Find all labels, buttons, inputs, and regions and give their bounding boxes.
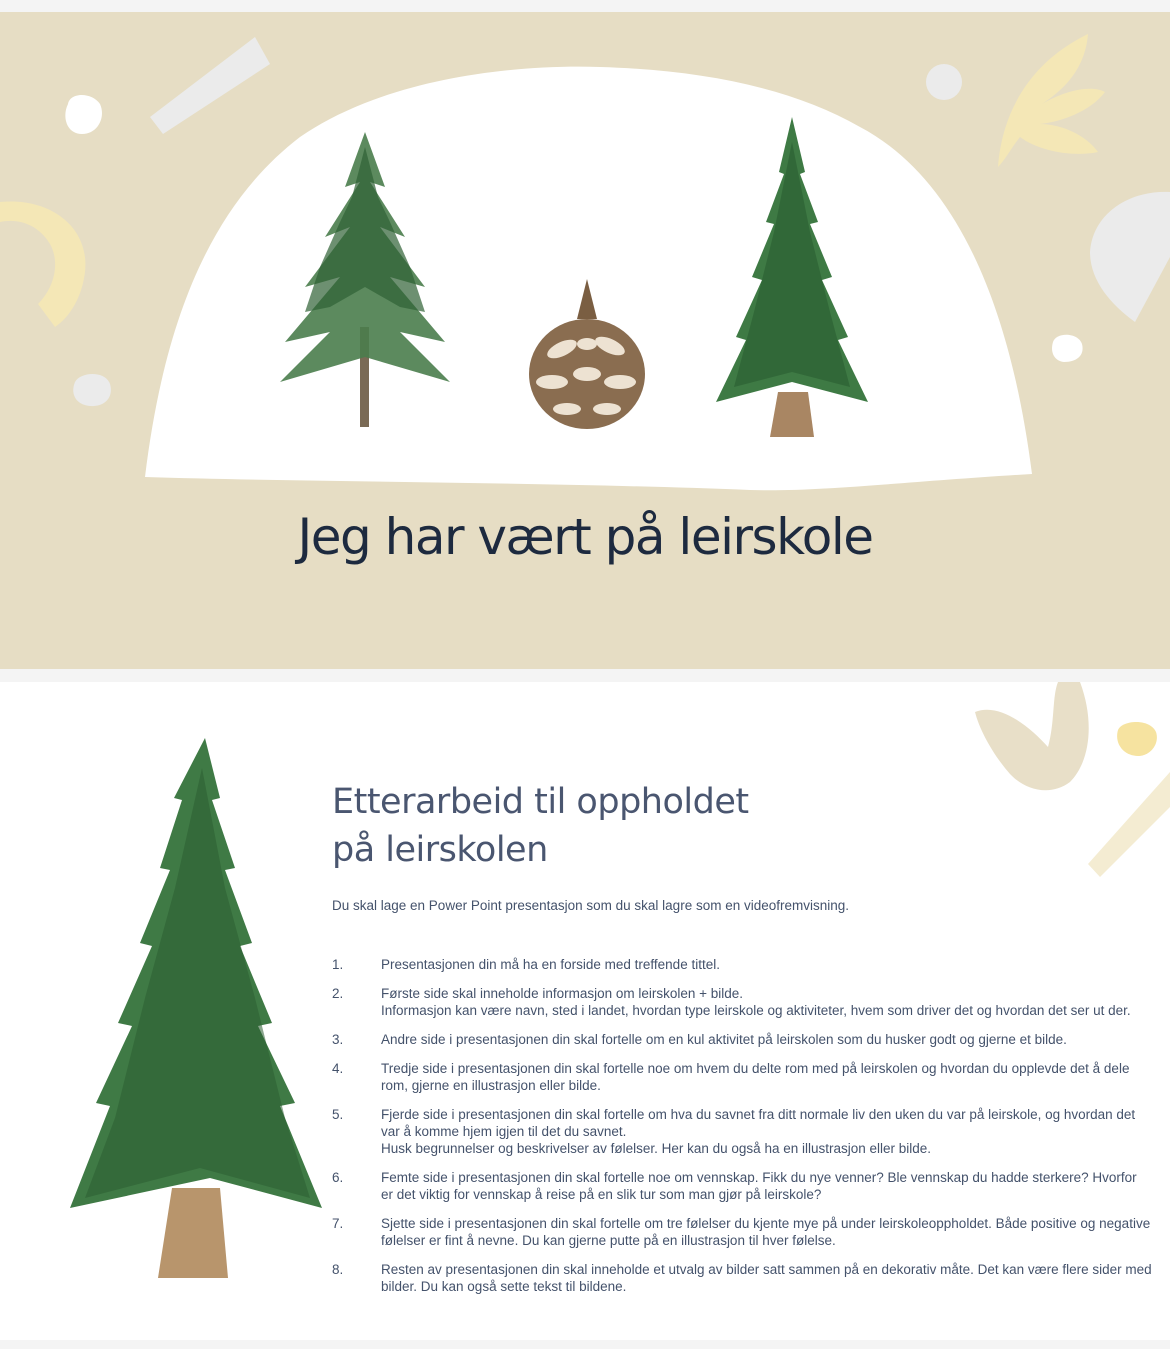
item-text: Resten av presentasjonen din skal inneholde et utvalg av bilder satt sammen på en dekorativ måte. Det kan være flere sider med bilder. Du kan også sette tekst til bildene. — [381, 1262, 1152, 1294]
item-text: Sjette side i presentasjonen din skal fortelle om tre følelser du kjente mye på under leirskoleoppholdet. Både positive og negative følelser er fint å nevne. Du kan gjerne putte på en illustrasjon til hver følelse. — [381, 1216, 1151, 1248]
list-item — [332, 1031, 1152, 1048]
item-number: 8. — [332, 1262, 344, 1277]
spruce-tree-icon — [710, 112, 875, 442]
slide-heading — [332, 778, 852, 874]
intro-text: Du skal lage en Power Point presentasjon som du skal lagre som en videofremvisning. — [332, 898, 850, 913]
list-item — [332, 1106, 1152, 1157]
heading-line-1: Etterarbeid til oppholdet — [332, 782, 749, 822]
list-item — [332, 1261, 1152, 1295]
item-number: 7. — [332, 1216, 344, 1231]
steps-list — [332, 956, 1152, 1307]
item-number: 5. — [332, 1107, 344, 1122]
heading-line-2: på leirskolen — [332, 830, 548, 870]
slide-title: Jeg har vært på leirskole — [297, 508, 873, 566]
list-item — [332, 985, 1152, 1019]
item-number: 1. — [332, 957, 344, 972]
item-number: 2. — [332, 986, 344, 1001]
pine-cone-icon — [522, 274, 652, 434]
item-text: Første side skal inneholde informasjon om leirskolen + bilde. Informasjon kan være navn, sted i landet, hvordan type leirskole og aktiviteter, hvem som driver det og hvordan det ser ut der. — [381, 986, 1131, 1018]
instructions-slide[interactable] — [0, 682, 1170, 1340]
list-item — [332, 1169, 1152, 1203]
item-text: Presentasjonen din må ha en forside med treffende tittel. — [381, 957, 720, 972]
item-text: Fjerde side i presentasjonen din skal fortelle om hva du savnet fra ditt normale liv den uken du var på leirskole, og hvordan det var å komme hjem igjen til det du savnet. Husk begrunnelser og beskrivelser av følelser. Her kan du også ha en illustrasjon eller bilde. — [381, 1107, 1136, 1156]
item-text: Andre side i presentasjonen din skal fortelle om en kul aktivitet på leirskolen som du husker godt og gjerne et bilde. — [381, 1032, 1067, 1047]
item-number: 6. — [332, 1170, 344, 1185]
list-item — [332, 956, 1152, 973]
item-number: 3. — [332, 1032, 344, 1047]
list-item — [332, 1215, 1152, 1249]
item-text: Tredje side i presentasjonen din skal fortelle noe om hvem du delte rom med på leirskolen og hvordan du opplevde det å dele rom, gjerne en illustrasjon eller bilde. — [381, 1061, 1130, 1093]
list-item — [332, 1060, 1152, 1094]
item-text: Femte side i presentasjonen din skal fortelle noe om vennskap. Fikk du nye venner? Ble vennskap du hadde sterkere? Hvorfor er det viktig for vennskap å reise på en slik tur som man gjør på leirskole? — [381, 1170, 1137, 1202]
spruce-tree-icon — [60, 738, 330, 1283]
title-slide[interactable] — [0, 12, 1170, 669]
item-number: 4. — [332, 1061, 344, 1076]
pine-tree-icon — [270, 127, 460, 437]
